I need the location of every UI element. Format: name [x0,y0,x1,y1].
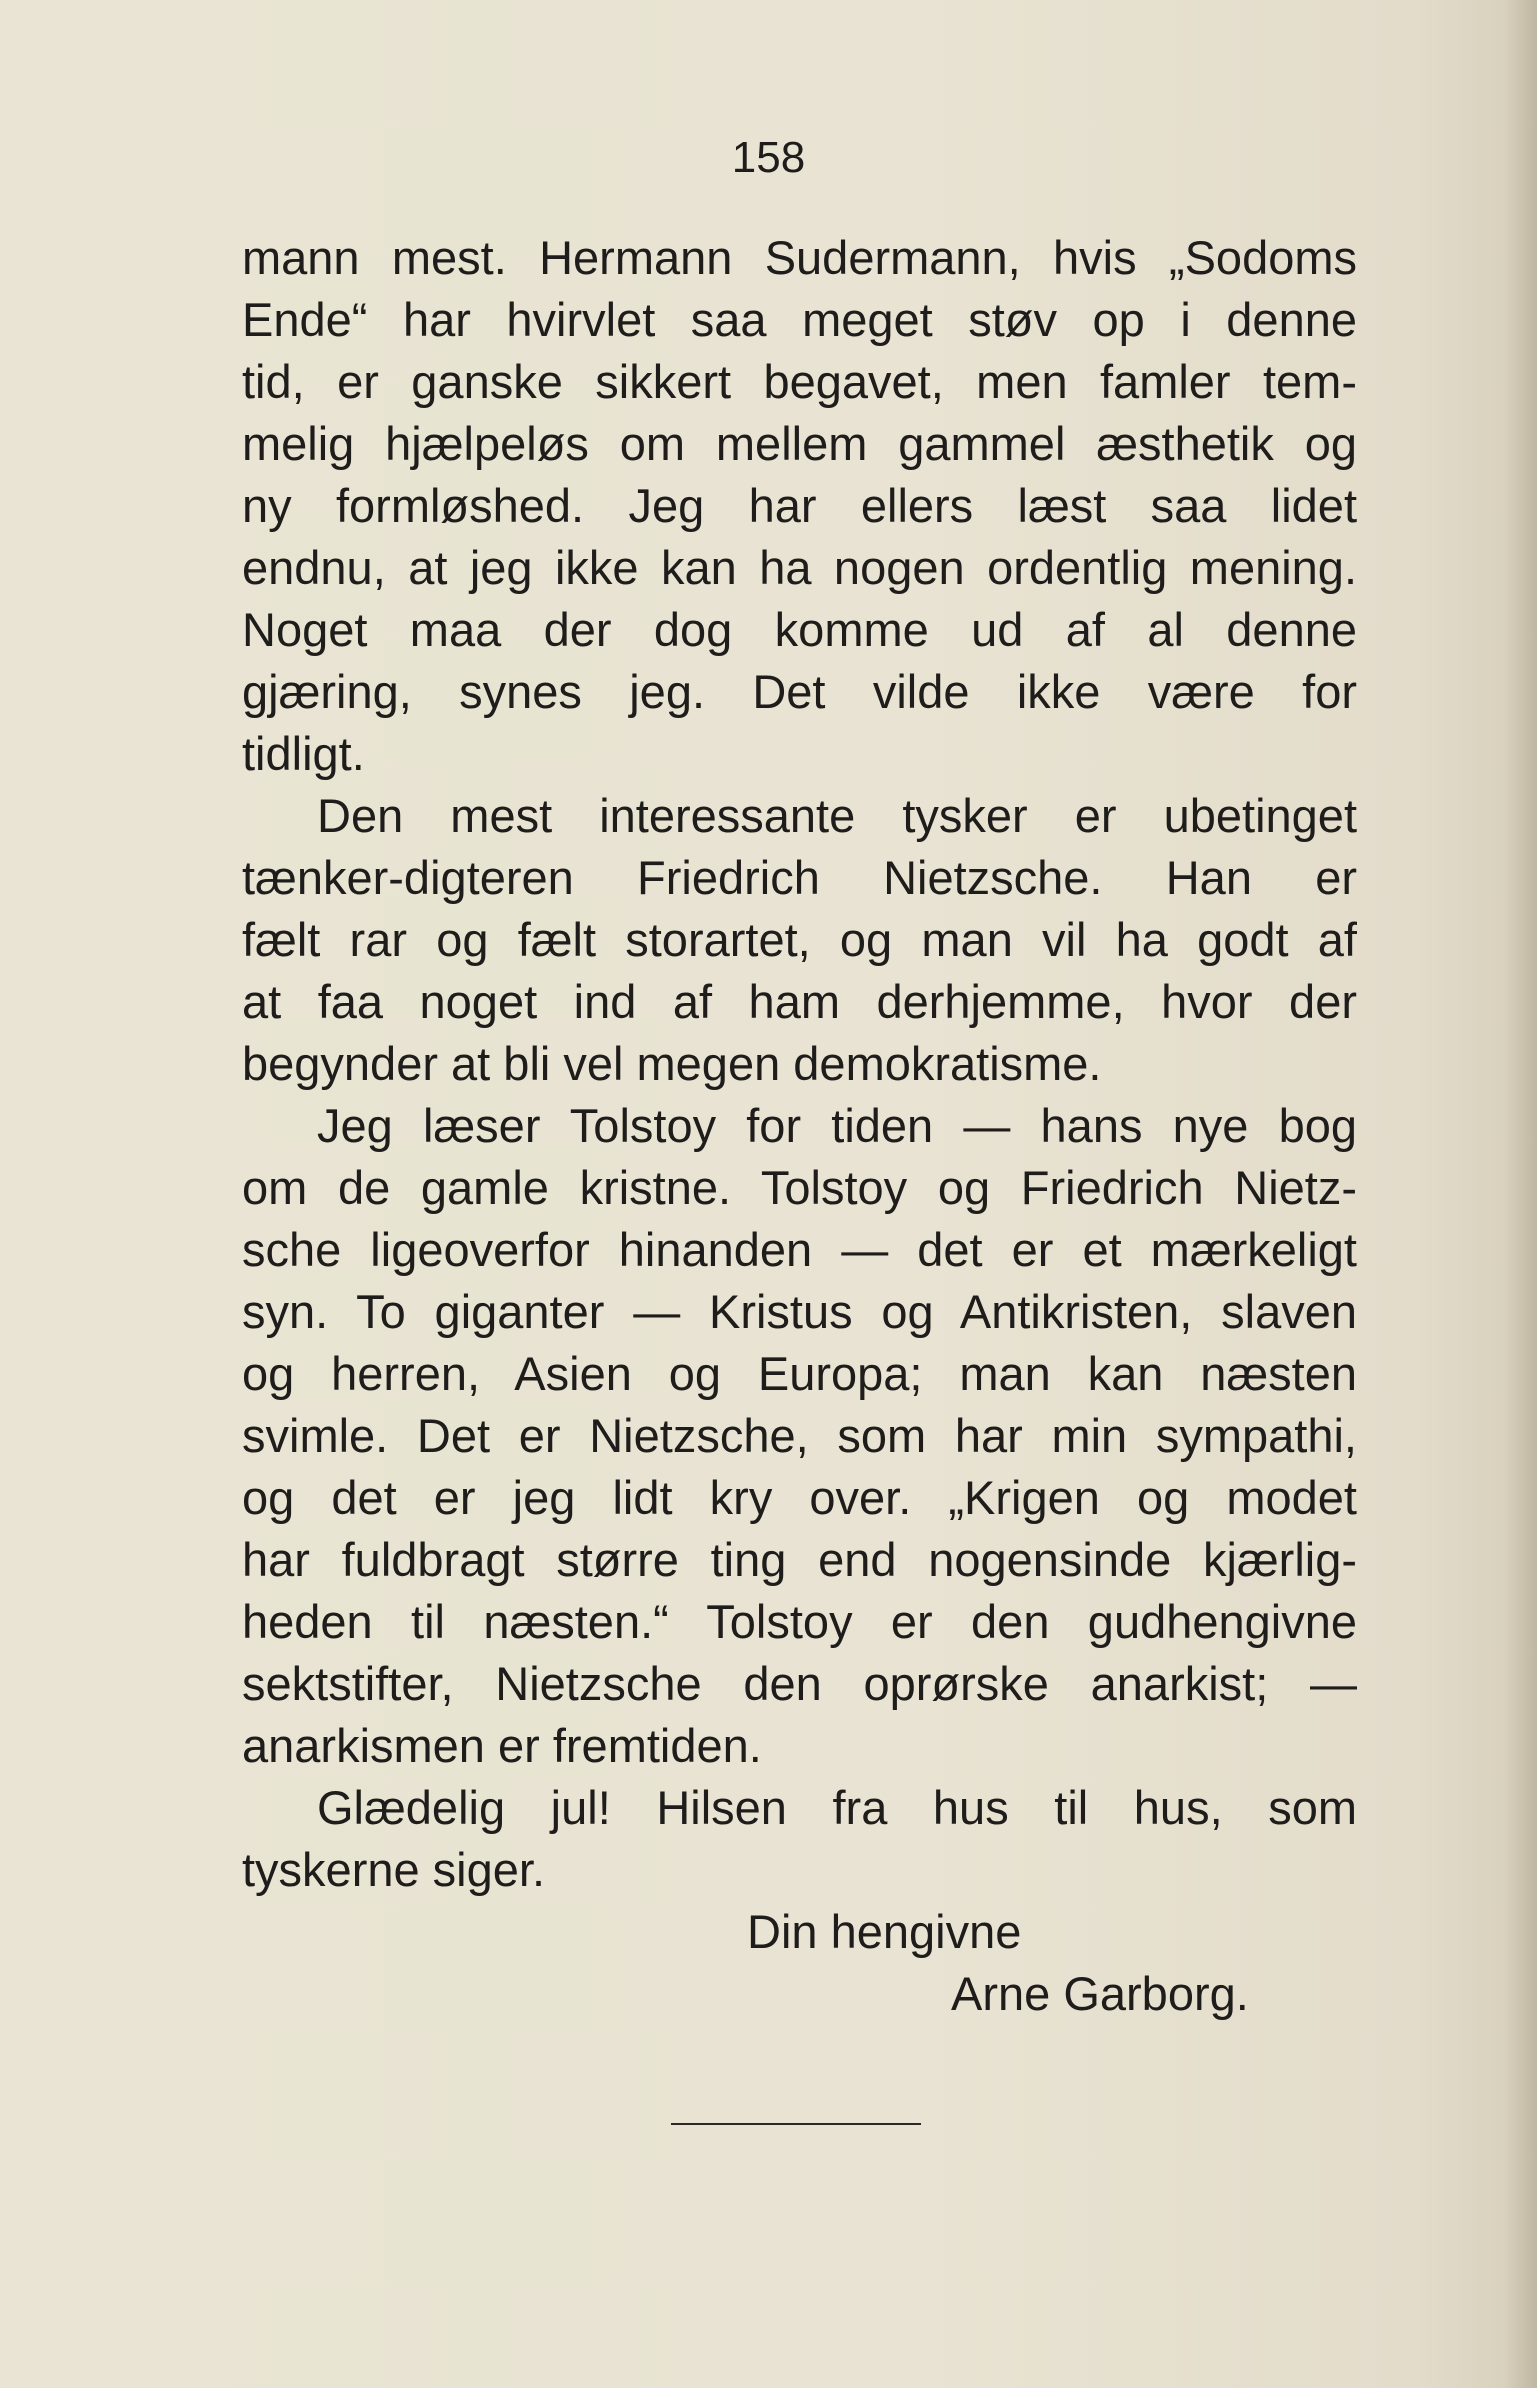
text-line: tyskerne siger. [242,1843,546,1896]
section-rule [671,2123,921,2125]
text-line: sche ligeoverfor hinanden — det er et mærkeligt [242,1223,1357,1276]
text-line: fælt rar og fælt storartet, og man vil ha godt af [242,913,1357,966]
text-line: sektstifter, Nietzsche den oprørske anarkist; — [242,1657,1357,1710]
text-line: at faa noget ind af ham derhjemme, hvor der [242,975,1357,1028]
text-line: Ende“ har hvirvlet saa meget støv op i denne [242,293,1357,346]
text-line: endnu, at jeg ikke kan ha nogen ordentlig mening. [242,541,1357,594]
text-line: begynder at bli vel megen demokratisme. [242,1037,1102,1090]
text-line: har fuldbragt større ting end nogensinde kjærlig- [242,1533,1357,1586]
page-edge-shadow [1503,0,1537,2388]
closing-salutation: Din hengivne [747,1905,1022,1958]
text-line: melig hjælpeløs om mellem gammel æsthetik og [242,417,1357,470]
text-line: heden til næsten.“ Tolstoy er den gudhengivne [242,1595,1357,1648]
text-line: mann mest. Hermann Sudermann, hvis „Sodoms [242,231,1357,284]
signature-name: Arne Garborg. [951,1967,1249,2020]
text-line: gjæring, synes jeg. Det vilde ikke være for [242,665,1357,718]
text-line: ny formløshed. Jeg har ellers læst saa lidet [242,479,1357,532]
text-line: syn. To giganter — Kristus og Antikristen, slaven [242,1285,1357,1338]
text-line: tænker-digteren Friedrich Nietzsche. Han er [242,851,1357,904]
paragraph-first-line: Den mest interessante tysker er ubetinget [317,789,1357,842]
text-line: Noget maa der dog komme ud af al denne [242,603,1357,656]
text-line: og herren, Asien og Europa; man kan næsten [242,1347,1357,1400]
text-line: og det er jeg lidt kry over. „Krigen og modet [242,1471,1357,1524]
text-line: tidligt. [242,727,365,780]
text-line: om de gamle kristne. Tolstoy og Friedrich Nietz- [242,1161,1357,1214]
paragraph-first-line: Jeg læser Tolstoy for tiden — hans nye bog [317,1099,1357,1152]
paragraph-first-line: Glædelig jul! Hilsen fra hus til hus, som [317,1781,1357,1834]
page-number: 158 [731,133,806,182]
text-line: anarkismen er fremtiden. [242,1719,762,1772]
text-line: svimle. Det er Nietzsche, som har min sympathi, [242,1409,1357,1462]
text-line: tid, er ganske sikkert begavet, men famler tem- [242,355,1357,408]
